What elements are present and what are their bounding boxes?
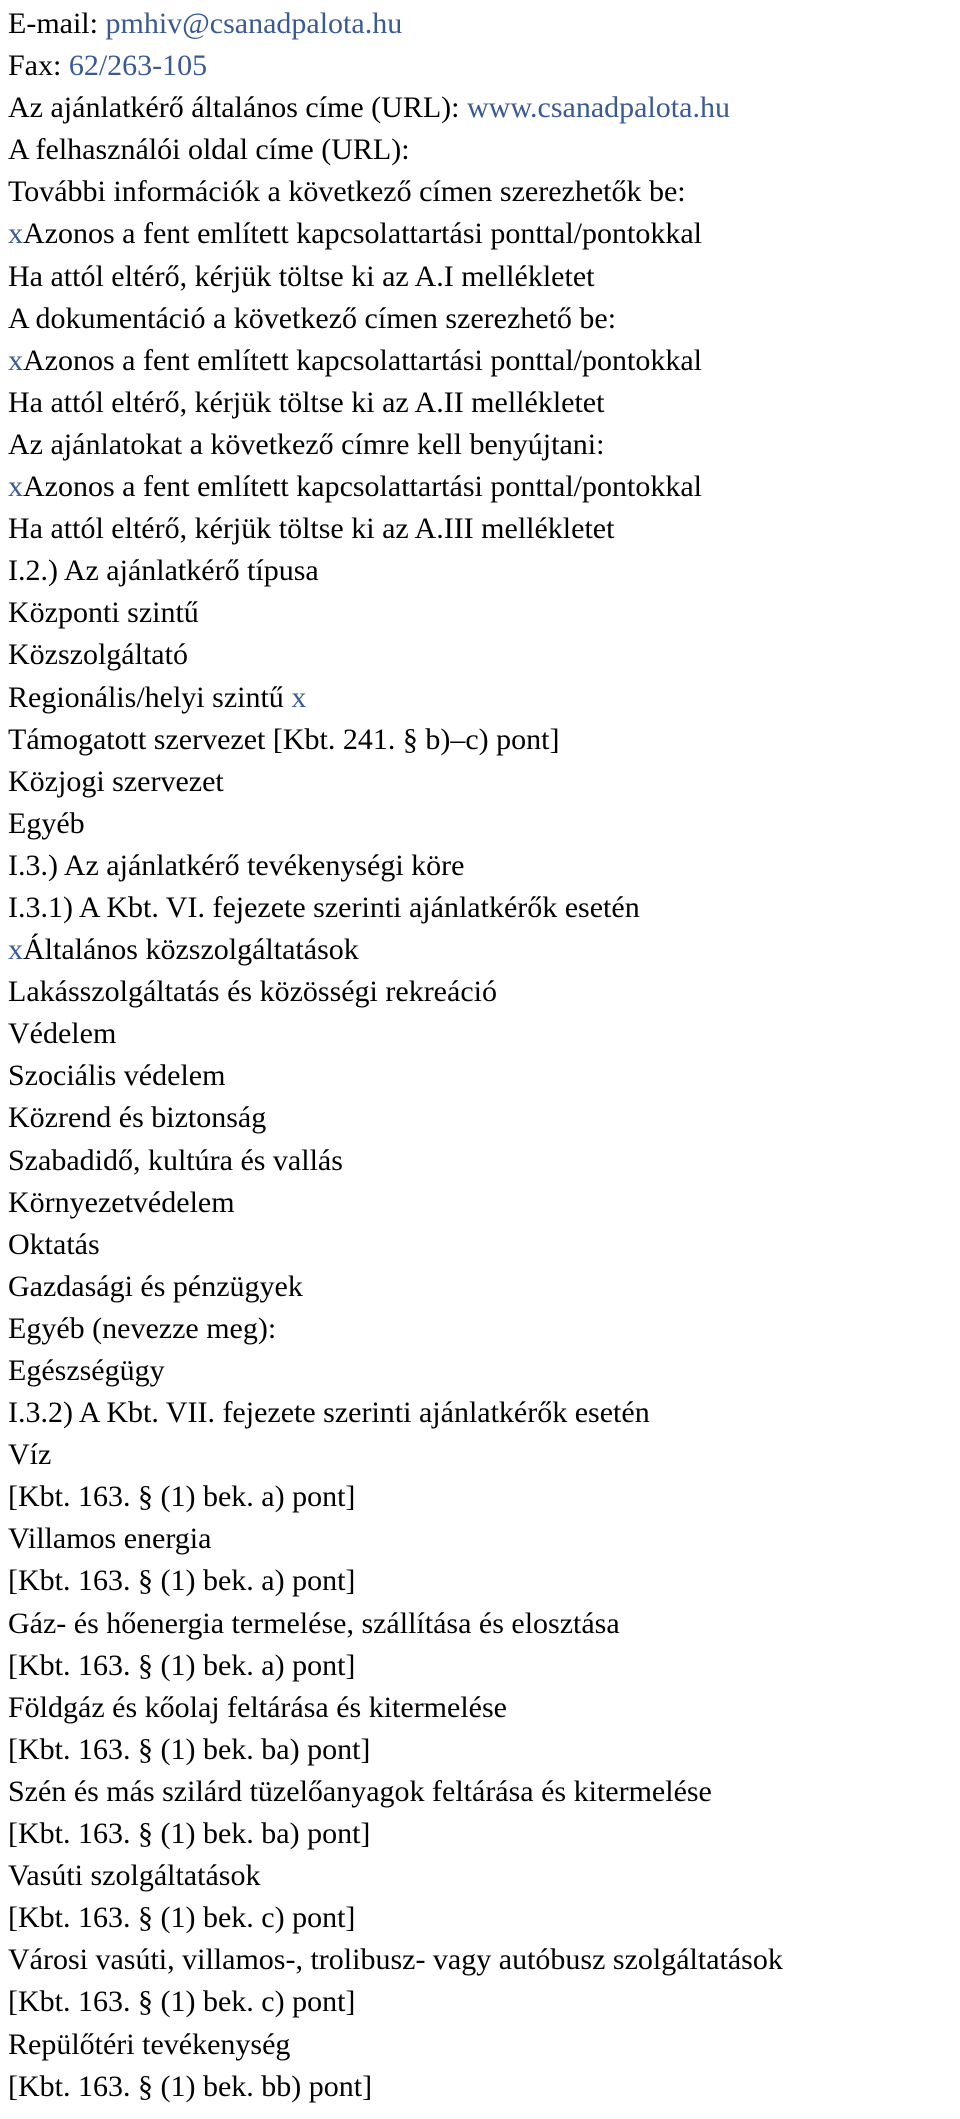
document-line bbox=[8, 382, 960, 424]
document-line bbox=[8, 1518, 960, 1560]
document-line bbox=[8, 1981, 960, 2023]
document-line bbox=[8, 87, 960, 129]
email-link[interactable]: pmhiv@csanadpalota.hu bbox=[105, 7, 403, 40]
line-text: Víz bbox=[8, 1438, 52, 1472]
line-text: I.2.) Az ajánlatkérő típusa bbox=[8, 554, 319, 588]
document-line bbox=[8, 1350, 960, 1392]
line-text: További információk a következő címen szerezhetők be: bbox=[8, 175, 686, 209]
document-line bbox=[8, 592, 960, 634]
document-line bbox=[8, 3, 960, 45]
document-line bbox=[8, 929, 960, 971]
line-text: Városi vasúti, villamos-, trolibusz- vagy autóbusz szolgáltatások bbox=[8, 1943, 783, 1977]
checkbox-mark: x bbox=[8, 343, 23, 377]
line-text: [Kbt. 163. § (1) bek. c) pont] bbox=[8, 1985, 356, 2019]
document-line bbox=[8, 256, 960, 298]
checkbox-mark: x bbox=[8, 933, 23, 967]
line-text: [Kbt. 163. § (1) bek. a) pont] bbox=[8, 1648, 356, 1682]
line-text: Lakásszolgáltatás és közösségi rekreáció bbox=[8, 975, 497, 1009]
document-line bbox=[8, 2066, 960, 2108]
line-text: Azonos a fent említett kapcsolattartási ponttal/pontokkal bbox=[23, 470, 702, 504]
document-line bbox=[8, 677, 960, 719]
line-text: Ha attól eltérő, kérjük töltse ki az A.I mellékletet bbox=[8, 259, 595, 293]
document-line bbox=[8, 1603, 960, 1645]
line-text: [Kbt. 163. § (1) bek. c) pont] bbox=[8, 1901, 356, 1935]
document-line bbox=[8, 719, 960, 761]
document-line bbox=[8, 971, 960, 1013]
line-text: Védelem bbox=[8, 1017, 117, 1051]
document-line bbox=[8, 1687, 960, 1729]
document-line bbox=[8, 1560, 960, 1602]
document-line bbox=[8, 845, 960, 887]
line-text: Közjogi szervezet bbox=[8, 764, 224, 798]
line-text: Támogatott szervezet [Kbt. 241. § b)–c) pont] bbox=[8, 722, 560, 756]
line-text: [Kbt. 163. § (1) bek. a) pont] bbox=[8, 1564, 356, 1598]
document-line bbox=[8, 1476, 960, 1518]
document-line bbox=[8, 761, 960, 803]
line-text: I.3.1) A Kbt. VI. fejezete szerinti ajánlatkérők esetén bbox=[8, 890, 640, 924]
document-line bbox=[8, 1897, 960, 1939]
document-line bbox=[8, 298, 960, 340]
fax-number[interactable]: 62/263-105 bbox=[68, 49, 208, 83]
line-text: Környezetvédelem bbox=[8, 1185, 235, 1219]
line-text: Egyéb bbox=[8, 806, 85, 840]
line-text: Vasúti szolgáltatások bbox=[8, 1859, 261, 1893]
line-text: A dokumentáció a következő címen szerezhető be: bbox=[8, 301, 617, 335]
document-line bbox=[8, 1392, 960, 1434]
document-line bbox=[8, 1434, 960, 1476]
line-text: Szén és más szilárd tüzelőanyagok feltárása és kitermelése bbox=[8, 1774, 712, 1808]
line-text: Az ajánlatkérő általános címe (URL): bbox=[8, 91, 467, 125]
line-text: Oktatás bbox=[8, 1227, 100, 1261]
document-line bbox=[8, 171, 960, 213]
document-line bbox=[8, 1182, 960, 1224]
line-text: Központi szintű bbox=[8, 596, 199, 630]
line-text: Szabadidő, kultúra és vallás bbox=[8, 1143, 343, 1177]
document-line bbox=[8, 466, 960, 508]
line-text: Azonos a fent említett kapcsolattartási ponttal/pontokkal bbox=[23, 343, 702, 377]
document-line bbox=[8, 1013, 960, 1055]
line-text: Ha attól eltérő, kérjük töltse ki az A.II mellékletet bbox=[8, 385, 605, 419]
document-line bbox=[8, 1266, 960, 1308]
line-text: Gáz- és hőenergia termelése, szállítása és elosztása bbox=[8, 1606, 620, 1640]
line-text: Közrend és biztonság bbox=[8, 1101, 267, 1135]
line-text: Általános közszolgáltatások bbox=[23, 933, 359, 967]
document-line bbox=[8, 550, 960, 592]
checkbox-mark: x bbox=[8, 470, 23, 504]
checkbox-mark: x bbox=[291, 680, 307, 714]
line-text: [Kbt. 163. § (1) bek. a) pont] bbox=[8, 1480, 356, 1514]
line-text: A felhasználói oldal címe (URL): bbox=[8, 133, 410, 167]
document-line bbox=[8, 887, 960, 929]
url-link[interactable]: www.csanadpalota.hu bbox=[466, 91, 730, 125]
document-line bbox=[8, 1771, 960, 1813]
line-text: E-mail: bbox=[8, 7, 106, 40]
line-text: Földgáz és kőolaj feltárása és kitermelése bbox=[8, 1690, 507, 1724]
document-line bbox=[8, 1308, 960, 1350]
line-text: Ha attól eltérő, kérjük töltse ki az A.III mellékletet bbox=[8, 512, 615, 546]
document-line bbox=[8, 424, 960, 466]
line-text: I.3.) Az ajánlatkérő tevékenységi köre bbox=[8, 848, 465, 882]
line-text: Az ajánlatokat a következő címre kell benyújtani: bbox=[8, 427, 605, 461]
document-line bbox=[8, 1939, 960, 1981]
line-text: I.3.2) A Kbt. VII. fejezete szerinti ajánlatkérők esetén bbox=[8, 1396, 650, 1430]
line-text: [Kbt. 163. § (1) bek. bb) pont] bbox=[8, 2069, 373, 2103]
line-text: [Kbt. 163. § (1) bek. ba) pont] bbox=[8, 1732, 371, 1766]
line-text: Gazdasági és pénzügyek bbox=[8, 1269, 303, 1303]
document-line bbox=[8, 803, 960, 845]
line-text: Azonos a fent említett kapcsolattartási ponttal/pontokkal bbox=[23, 217, 702, 251]
document-line bbox=[8, 508, 960, 550]
document-line bbox=[8, 45, 960, 87]
line-text: Közszolgáltató bbox=[8, 638, 188, 672]
document-line bbox=[8, 213, 960, 255]
document-line bbox=[8, 1729, 960, 1771]
line-text: Egészségügy bbox=[8, 1354, 165, 1387]
line-text: Fax: bbox=[8, 49, 69, 83]
line-text: Regionális/helyi szintű bbox=[8, 680, 292, 714]
checkbox-mark: x bbox=[8, 217, 23, 251]
document-line bbox=[8, 1140, 960, 1182]
document-line bbox=[8, 634, 960, 676]
document-line bbox=[8, 340, 960, 382]
line-text: Villamos energia bbox=[8, 1522, 212, 1556]
document-line bbox=[8, 2024, 960, 2066]
document-line bbox=[8, 1855, 960, 1897]
document-line bbox=[8, 1224, 960, 1266]
document-line bbox=[8, 1097, 960, 1139]
line-text: Szociális védelem bbox=[8, 1059, 226, 1093]
line-text: [Kbt. 163. § (1) bek. ba) pont] bbox=[8, 1817, 371, 1851]
document-line bbox=[8, 1645, 960, 1687]
document-line bbox=[8, 1055, 960, 1097]
document-line bbox=[8, 129, 960, 171]
line-text: Egyéb (nevezze meg): bbox=[8, 1311, 277, 1345]
line-text: Repülőtéri tevékenység bbox=[8, 2027, 291, 2061]
document-line bbox=[8, 1813, 960, 1855]
